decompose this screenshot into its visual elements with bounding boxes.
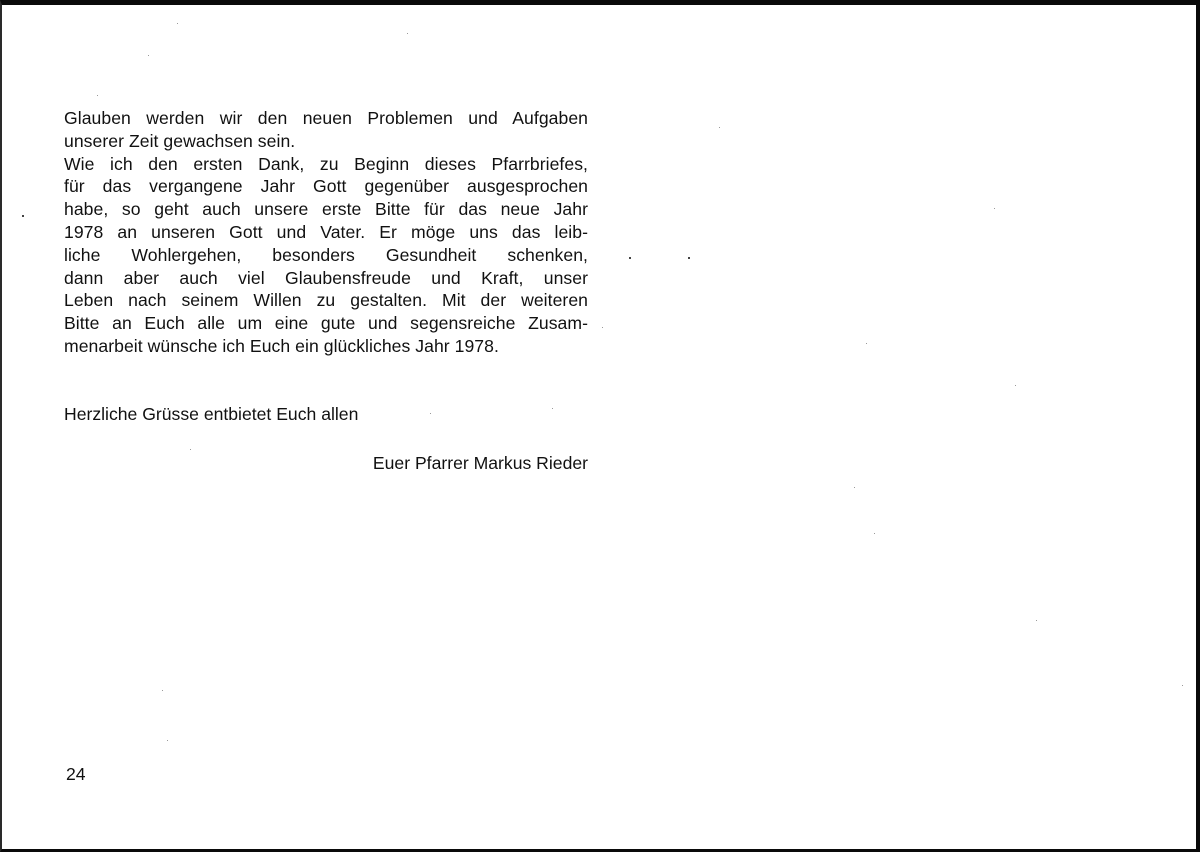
body-line: Glauben werden wir den neuen Problemen und Aufgaben: [64, 108, 588, 128]
letter-body: [64, 107, 588, 358]
page-number: 24: [66, 764, 86, 784]
scan-speck: [177, 23, 178, 24]
scan-speck: [190, 449, 191, 450]
scan-speck: [167, 740, 168, 741]
body-line: menarbeit wünsche ich Euch ein glückliches Jahr 1978.: [64, 335, 499, 356]
scan-speck: [1036, 620, 1037, 621]
scan-speck: [1182, 685, 1183, 686]
scan-speck: [162, 690, 163, 691]
scan-speck: [97, 95, 98, 96]
scan-speck: [148, 55, 149, 56]
scan-speck: [688, 257, 690, 259]
signature-line: Euer Pfarrer Markus Rieder: [372, 453, 588, 473]
body-line: habe, so geht auch unsere erste Bitte für das neue Jahr: [64, 199, 588, 220]
scan-speck: [629, 257, 631, 259]
scan-speck: [994, 208, 995, 209]
scan-speck: [407, 33, 408, 34]
scan-speck: [602, 327, 603, 328]
body-line: dann aber auch viel Glaubensfreude und Kraft, unser: [64, 267, 588, 288]
body-line: Bitte an Euch alle um eine gute und segensreiche Zusam-: [64, 313, 588, 334]
scan-speck: [874, 533, 875, 534]
body-line: für das vergangene Jahr Gott gegenüber ausgesprochen: [64, 176, 588, 197]
scan-speck: [552, 408, 553, 409]
body-line: 1978 an unseren Gott und Vater. Er möge uns das leib-: [64, 221, 588, 242]
body-line: liche Wohlergehen, besonders Gesundheit schenken,: [64, 244, 588, 265]
body-line: Wie ich den ersten Dank, zu Beginn dieses Pfarrbriefes,: [64, 153, 588, 174]
body-line: unserer Zeit gewachsen sein.: [64, 130, 296, 151]
scan-speck: [22, 215, 24, 217]
scan-speck: [430, 413, 431, 414]
scan-speck: [854, 487, 855, 488]
scan-speck: [1015, 385, 1016, 386]
body-line: Leben nach seinem Willen zu gestalten. Mit der weiteren: [64, 290, 588, 311]
closing-greeting: Herzliche Grüsse entbietet Euch allen: [64, 404, 359, 424]
scan-speck: [719, 127, 720, 128]
scan-speck: [866, 343, 867, 344]
